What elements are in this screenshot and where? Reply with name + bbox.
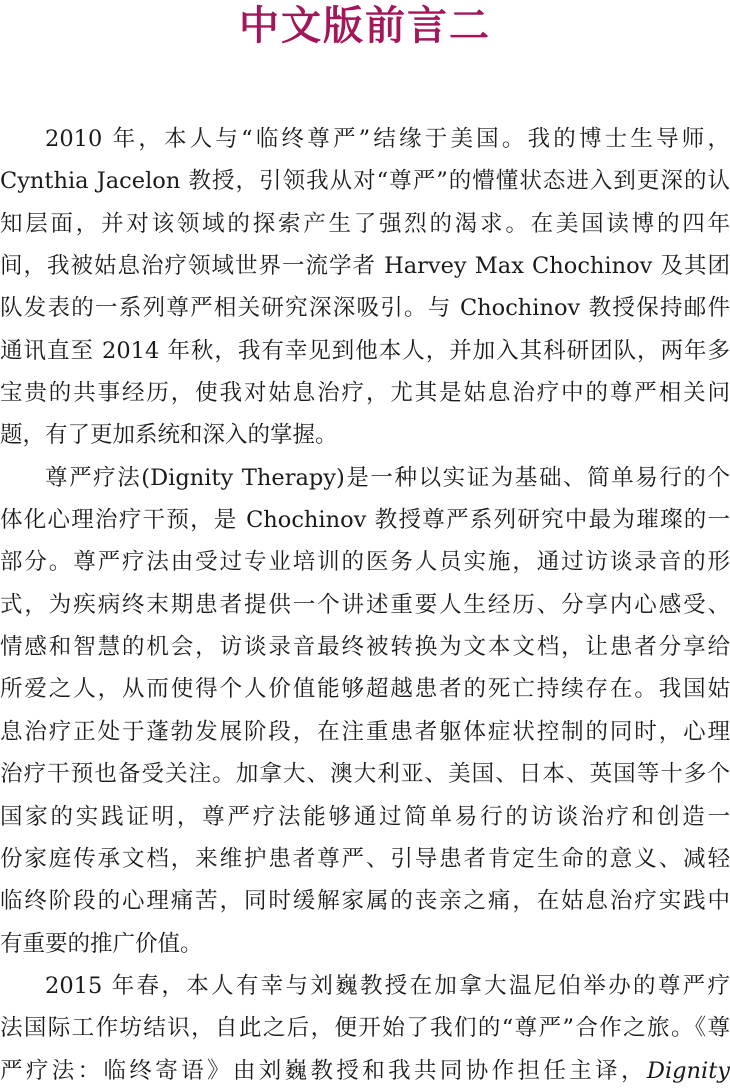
paragraph-1	[0, 118, 730, 457]
text-line: 2010 年，本人与“临终尊严”结缘于美国。我的博士生导师，	[45, 126, 730, 152]
text-line: 所爱之人，从而使得个人价值能够超越患者的死亡持续存在。我国姑	[0, 676, 730, 703]
text-line: 式，为疾病终末期患者提供一个讲述重要人生经历、分享内心感受、	[0, 591, 730, 618]
text-line: 治疗干预也备受关注。加拿大、澳大利亚、美国、日本、英国等十多个	[0, 761, 730, 788]
text-line: 尊严疗法(Dignity Therapy)是一种以实证为基础、简单易行的个	[45, 464, 730, 491]
page-title: 中文版前言二	[239, 2, 491, 49]
text-line: 份家庭传承文档，来维护患者尊严、引导患者肯定生命的意义、减轻	[0, 845, 730, 872]
text-line: 间，我被姑息治疗领域世界一流学者 Harvey Max Chochinov 及其团	[0, 253, 730, 280]
italic-title-fragment: Dignity	[646, 1057, 730, 1084]
text-line: 体化心理治疗干预，是 Chochinov 教授尊严系列研究中最为璀璨的一	[0, 507, 730, 534]
text-line: 临终阶段的心理痛苦，同时缓解家属的丧亲之痛，在姑息治疗实践中	[0, 888, 730, 915]
text-line: 息治疗正处于蓬勃发展阶段，在注重患者躯体症状控制的同时，心理	[0, 718, 730, 745]
paragraph-3	[0, 965, 730, 1092]
text-line: 知层面，并对该领域的探索产生了强烈的渴求。在美国读博的四年	[0, 210, 730, 237]
text-line: 通讯直至 2014 年秋，我有幸见到他本人，并加入其科研团队，两年多	[0, 337, 730, 364]
text-line: 2015 年春，本人有幸与刘巍教授在加拿大温尼伯举办的尊严疗	[45, 972, 730, 999]
text-line: 题，有了更加系统和深入的掌握。	[0, 422, 338, 449]
text-line: 有重要的推广价值。	[0, 930, 203, 957]
text-line: Cynthia Jacelon 教授，引领我从对“尊严”的懵懂状态进入到更深的认	[0, 168, 730, 195]
text-segment: 严疗法：临终寄语》由刘巍教授和我共同协作担任主译，	[0, 1057, 647, 1084]
text-line: 宝贵的共事经历，使我对姑息治疗，尤其是姑息治疗中的尊严相关问	[0, 380, 730, 407]
text-line-with-italic	[0, 1050, 730, 1092]
text-line: 队发表的一系列尊严相关研究深深吸引。与 Chochinov 教授保持邮件	[0, 295, 730, 322]
text-line: 国家的实践证明，尊严疗法能够通过简单易行的访谈治疗和创造一	[0, 803, 730, 830]
text-line: 法国际工作坊结识，自此之后，便开始了我们的“尊严”合作之旅。《尊	[0, 1015, 730, 1042]
text-line: 部分。尊严疗法由受过专业培训的医务人员实施，通过访谈录音的形	[0, 549, 730, 576]
body-text	[0, 118, 730, 1092]
paragraph-2	[0, 457, 730, 965]
text-line: 情感和智慧的机会，访谈录音最终被转换为文本文档，让患者分享给	[0, 634, 730, 661]
